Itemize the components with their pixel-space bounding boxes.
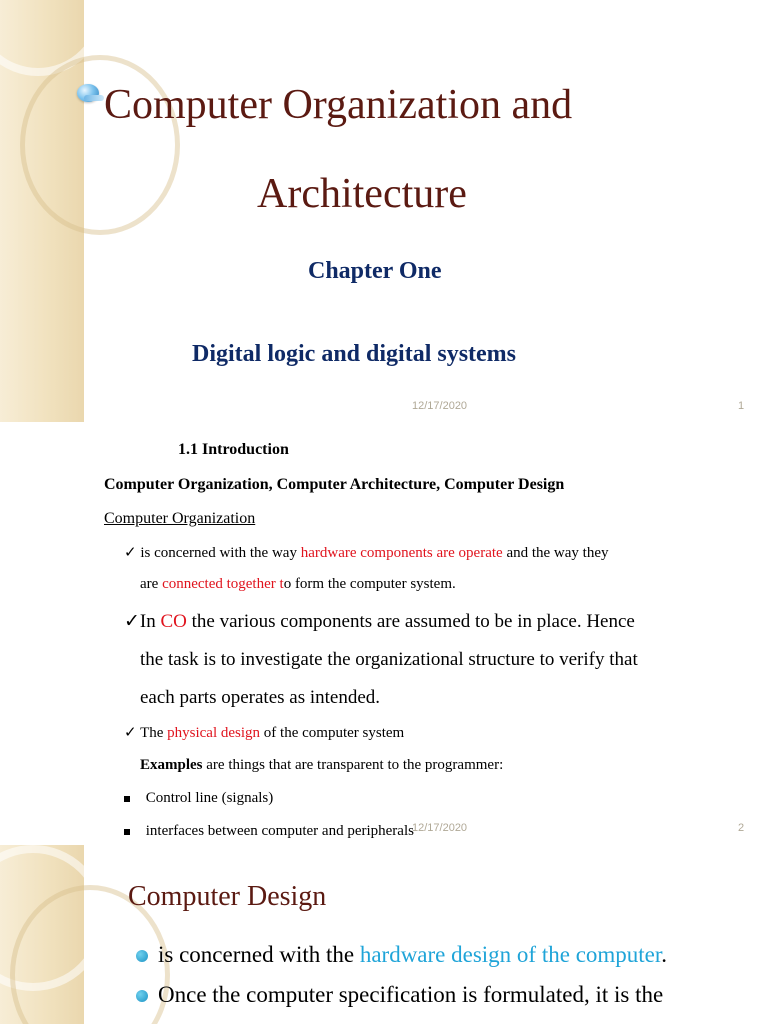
bullet-2-line-1: ✓In CO the various components are assumed to be in place. Hence: [124, 610, 635, 632]
bullet-2-line-3: each parts operates as intended.: [140, 687, 381, 708]
square-bullet-icon: [124, 796, 130, 802]
slide-title-line-2: Architecture: [257, 171, 467, 217]
check-icon: ✓: [124, 543, 137, 561]
emphasis-text: CO: [160, 611, 187, 632]
slide-date: 12/17/2020: [412, 822, 468, 834]
list-item: interfaces between computer and peripherals: [124, 823, 414, 840]
computer-design-bullet-2: Once the computer specification is formulated, it is the: [158, 982, 664, 1007]
slide-date: 12/17/2020: [412, 400, 468, 412]
computer-organization-heading: Computer Organization: [104, 510, 256, 527]
emphasis-text: hardware components are operate: [300, 545, 503, 561]
section-heading: 1.1 Introduction: [178, 441, 289, 458]
chapter-subtitle: Digital logic and digital systems: [192, 341, 517, 367]
slide-title-line-1: Computer Organization and: [104, 82, 573, 128]
chapter-label: Chapter One: [308, 258, 442, 284]
bullet-1-line-2: are connected together to form the computer system.: [140, 576, 456, 592]
slide-number: 1: [738, 400, 745, 412]
highlight-text: hardware design of the computer: [359, 942, 662, 967]
square-bullet-icon: [124, 829, 130, 835]
topics-line: Computer Organization, Computer Architecture, Computer Design: [104, 476, 565, 493]
slide-2: [0, 422, 768, 845]
examples-line: Examples are things that are transparent to the programmer:: [140, 757, 504, 773]
bullet-2-line-2: the task is to investigate the organizational structure to verify that: [140, 649, 638, 670]
bullet-1-line-1: ✓ is concerned with the way hardware components are operate and the way they: [124, 543, 609, 561]
bullet-dot-icon: [136, 990, 148, 1002]
orb-tail-decoration: [84, 95, 104, 101]
emphasis-text: connected together t: [162, 576, 284, 592]
check-icon: ✓: [124, 610, 140, 632]
slide-number: 2: [738, 822, 745, 834]
decorative-strip: [0, 845, 84, 1024]
slide-3: [0, 845, 768, 1024]
bullet-3: ✓ The physical design of the computer system: [124, 723, 405, 741]
computer-design-title: Computer Design: [128, 881, 327, 912]
emphasis-text: physical design: [167, 725, 261, 741]
slide-1: [0, 0, 768, 422]
bullet-dot-icon: [136, 950, 148, 962]
check-icon: ✓: [124, 723, 137, 741]
list-item: Control line (signals): [124, 790, 273, 807]
computer-design-bullet-1: is concerned with the hardware design of the computer.: [158, 942, 668, 967]
decorative-strip: [0, 0, 84, 422]
